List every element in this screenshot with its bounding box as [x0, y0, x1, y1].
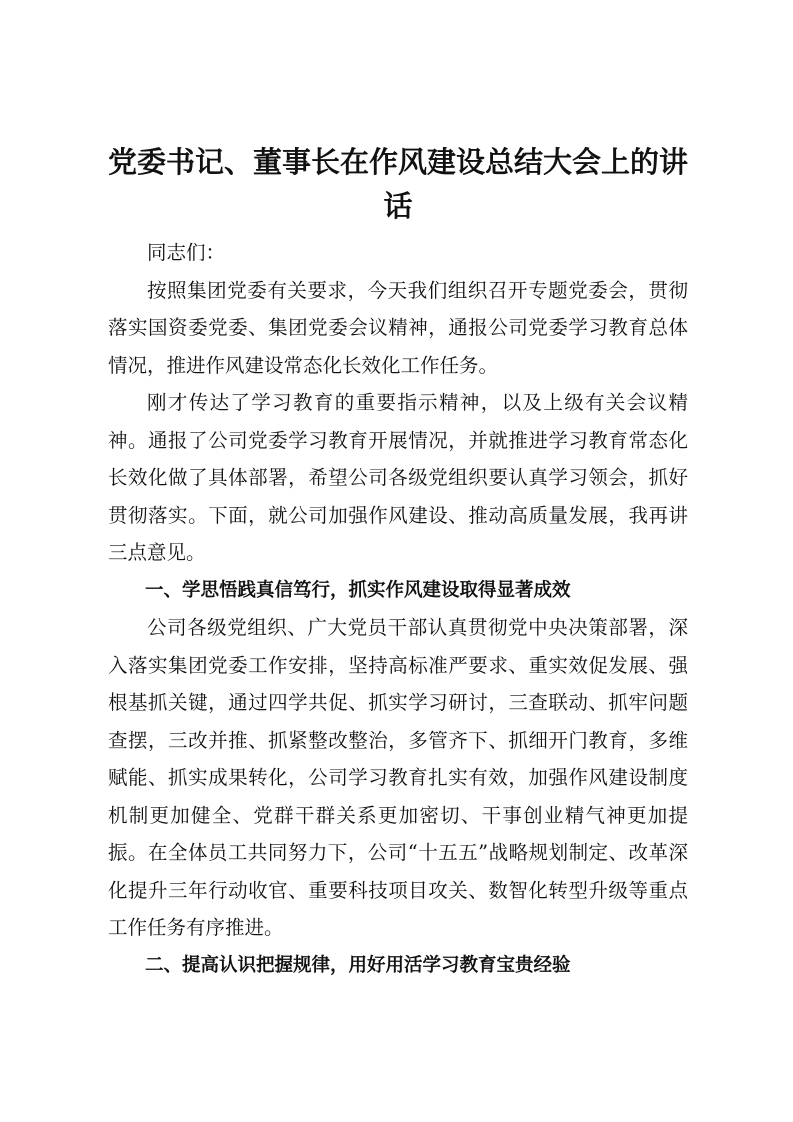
section-heading-1: 一、学思悟践真信笃行，抓实作风建设取得显著成效 — [145, 579, 571, 601]
section-heading-2: 二、提高认识把握规律，用好用活学习教育宝贵经验 — [145, 954, 571, 976]
section-paragraph-1: 公司各级党组织、广大党员干部认真贯彻党中央决策部署，深入落实集团党委工作安排，坚持高标准严要求、重实效促发展、强根基抓关键，通过四学共促、抓实学习研讨，三查联动、抓牢问题查摆，三改并推、抓紧整改整治，多管齐下、抓细开门教育，多维赋能、抓实成果转化，公司学习教育扎实有效，加强作风建设制度机制更加健全、党群干群关系更加密切、干事创业精气神更加提振。在全体员工共同努力下，公司“十五五”战略规划制定、改革深化提升三年行动收官、重要科技项目攻关、数智化转型升级等重点工作任务有序推进。 — [108, 616, 688, 939]
paragraph-intro: 按照集团党委有关要求，今天我们组织召开专题党委会，贯彻落实国资委党委、集团党委会议精神，通报公司党委学习教育总体情况，推进作风建设常态化长效化工作任务。 — [108, 278, 688, 377]
document-title: 党委书记、董事长在作风建设总结大会上的讲话 — [108, 145, 689, 223]
document-body — [108, 140, 688, 984]
paragraph-summary: 刚才传达了学习教育的重要指示精神，以及上级有关会议精神。通报了公司党委学习教育开展情况，并就推进学习教育常态化长效化做了具体部署，希望公司各级党组织要认真学习领会，抓好贯彻落实。下面，就公司加强作风建设、推动高质量发展，我再讲三点意见。 — [108, 391, 688, 564]
greeting: 同志们： — [147, 241, 226, 264]
